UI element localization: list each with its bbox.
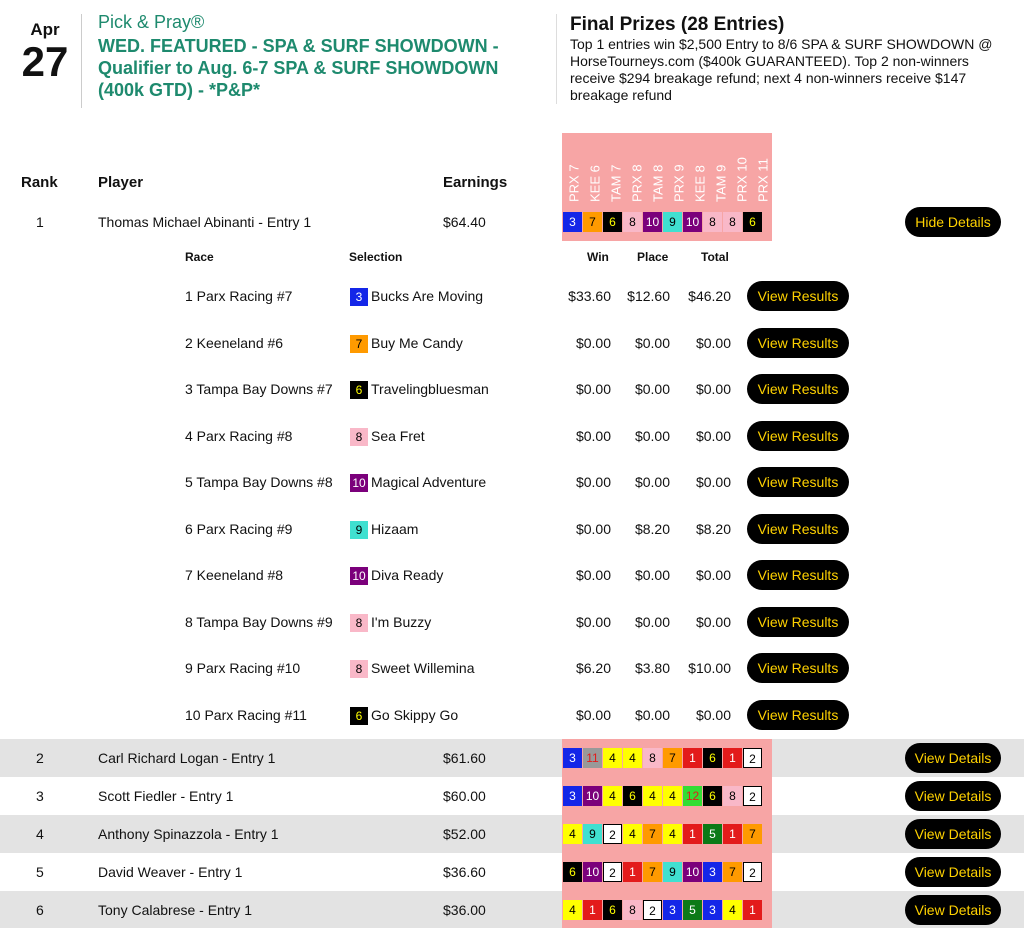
pick-badge: 7 bbox=[643, 862, 662, 882]
race-header bbox=[668, 146, 689, 202]
earnings-cell: $61.60 bbox=[443, 750, 486, 766]
earnings-cell: $60.00 bbox=[443, 788, 486, 804]
pick-badge: 3 bbox=[563, 748, 582, 768]
pick-badge: 5 bbox=[703, 824, 722, 844]
detail-row bbox=[0, 645, 1024, 691]
pick-badge: 10 bbox=[683, 862, 702, 882]
view-details-button[interactable]: View Details bbox=[905, 895, 1001, 925]
view-results-button[interactable]: View Results bbox=[747, 328, 849, 358]
pick-badge: 3 bbox=[663, 900, 682, 920]
view-results-button[interactable]: View Results bbox=[747, 374, 849, 404]
view-details-button[interactable]: View Details bbox=[905, 743, 1001, 773]
leaderboard-row bbox=[0, 815, 1024, 853]
detail-place: $0.00 bbox=[634, 706, 670, 723]
pick-badge: 10 bbox=[683, 212, 702, 232]
pick-badge: 10 bbox=[643, 212, 662, 232]
view-results-button[interactable]: View Results bbox=[747, 607, 849, 637]
rank-cell: 6 bbox=[36, 902, 44, 918]
pick-badge: 8 bbox=[643, 748, 662, 768]
pick-badge: 1 bbox=[723, 748, 742, 768]
detail-place: $3.80 bbox=[634, 660, 670, 676]
race-header-label: PRX 8 bbox=[629, 164, 644, 202]
detail-race: 7 Keeneland #8 bbox=[185, 567, 284, 583]
detail-win: $33.60 bbox=[568, 288, 611, 304]
view-details-button[interactable]: View Details bbox=[905, 819, 1001, 849]
rank-cell: 3 bbox=[36, 788, 44, 804]
detail-total: $46.20 bbox=[688, 288, 731, 304]
selection-number-badge: 8 bbox=[350, 614, 368, 632]
pick-badge: 4 bbox=[603, 748, 622, 768]
detail-total: $0.00 bbox=[695, 427, 731, 444]
pick-badge: 7 bbox=[663, 748, 682, 768]
picks-strip bbox=[563, 824, 762, 844]
pick-badge: 4 bbox=[623, 748, 642, 768]
detail-total: $0.00 bbox=[695, 706, 731, 723]
detail-horse: Sea Fret bbox=[371, 427, 425, 444]
contest-month: Apr bbox=[30, 20, 60, 39]
pick-badge: 8 bbox=[623, 900, 642, 920]
pick-badge: 8 bbox=[723, 212, 742, 232]
pick-badge: 2 bbox=[743, 862, 762, 882]
pick-badge: 2 bbox=[603, 862, 622, 882]
pick-badge: 8 bbox=[723, 786, 742, 806]
earnings-cell: $52.00 bbox=[443, 826, 486, 842]
pick-badge: 4 bbox=[663, 786, 682, 806]
detail-horse: Sweet Willemina bbox=[371, 660, 475, 676]
view-details-button[interactable]: View Details bbox=[905, 857, 1001, 887]
view-results-button[interactable]: View Results bbox=[747, 560, 849, 590]
view-results-button[interactable]: View Results bbox=[747, 467, 849, 497]
race-headers bbox=[563, 146, 773, 202]
detail-total: $0.00 bbox=[695, 613, 731, 630]
pick-badge: 6 bbox=[563, 862, 582, 882]
detail-win: $0.00 bbox=[575, 474, 611, 490]
detail-win: $6.20 bbox=[575, 660, 611, 676]
contest-date bbox=[18, 20, 72, 84]
rank-cell: 4 bbox=[36, 826, 44, 842]
detail-race-header: Race bbox=[185, 250, 214, 264]
detail-race: 10 Parx Racing #11 bbox=[185, 706, 307, 723]
pick-badge: 9 bbox=[583, 824, 602, 844]
pick-badge: 1 bbox=[723, 824, 742, 844]
picks-strip bbox=[563, 748, 762, 768]
player-cell: David Weaver - Entry 1 bbox=[98, 864, 243, 880]
race-header bbox=[626, 146, 647, 202]
pick-badge: 4 bbox=[643, 786, 662, 806]
race-header-label: TAM 9 bbox=[713, 164, 728, 202]
detail-race: 3 Tampa Bay Downs #7 bbox=[185, 381, 333, 397]
detail-win: $0.00 bbox=[575, 706, 611, 723]
detail-race: 4 Parx Racing #8 bbox=[185, 427, 293, 444]
detail-race: 2 Keeneland #6 bbox=[185, 334, 284, 351]
prizes-text: Top 1 entries win $2,500 Entry to 8/6 SPA & SURF SHOWDOWN @ HorseTourneys.com ($400k GUARANTEED). Top 2 non-winners receive $294 breakage refund; next 4 non-winners receive $147 breakage refund bbox=[570, 36, 993, 103]
race-header-label: TAM 7 bbox=[608, 164, 623, 202]
race-header bbox=[752, 146, 773, 202]
detail-place: $8.20 bbox=[634, 520, 670, 537]
prizes-panel bbox=[570, 14, 1010, 104]
detail-place: $0.00 bbox=[634, 427, 670, 444]
detail-horse: Bucks Are Moving bbox=[371, 288, 484, 304]
race-header-label: PRX 10 bbox=[734, 157, 749, 202]
view-results-button[interactable]: View Results bbox=[747, 653, 849, 683]
detail-win-header: Win bbox=[587, 250, 609, 264]
race-header bbox=[563, 146, 584, 202]
detail-race: 1 Parx Racing #7 bbox=[185, 288, 293, 304]
detail-race: 9 Parx Racing #10 bbox=[185, 660, 301, 676]
race-header-label: TAM 8 bbox=[650, 164, 665, 202]
pick-badge: 10 bbox=[583, 786, 602, 806]
earnings-cell: $36.60 bbox=[443, 864, 486, 880]
player-header: Player bbox=[98, 174, 144, 191]
pick-badge: 2 bbox=[743, 786, 762, 806]
detail-win: $0.00 bbox=[575, 334, 611, 351]
detail-row bbox=[0, 692, 1024, 738]
header-divider-2 bbox=[556, 14, 557, 104]
contest-brand: Pick & Pray® bbox=[98, 12, 205, 32]
race-header-label: PRX 11 bbox=[755, 158, 770, 202]
detail-horse: I'm Buzzy bbox=[371, 613, 432, 630]
race-header bbox=[605, 146, 626, 202]
leaderboard-row-expanded bbox=[0, 203, 1024, 241]
pick-badge: 9 bbox=[663, 212, 682, 232]
race-header-label: KEE 8 bbox=[692, 165, 707, 202]
detail-row bbox=[0, 413, 1024, 459]
leaderboard-row bbox=[0, 891, 1024, 928]
detail-place: $0.00 bbox=[634, 567, 670, 583]
pick-badge: 8 bbox=[623, 212, 642, 232]
pick-badge: 2 bbox=[603, 824, 622, 844]
player-cell: Scott Fiedler - Entry 1 bbox=[98, 788, 234, 804]
pick-badge: 3 bbox=[703, 900, 722, 920]
detail-total: $0.00 bbox=[695, 334, 731, 351]
detail-place: $0.00 bbox=[634, 613, 670, 630]
race-header bbox=[710, 146, 731, 202]
detail-row bbox=[0, 273, 1024, 319]
pick-badge: 4 bbox=[663, 824, 682, 844]
picks-strip bbox=[563, 786, 762, 806]
pick-badge: 7 bbox=[583, 212, 602, 232]
pick-badge: 6 bbox=[603, 900, 622, 920]
rank-cell: 1 bbox=[36, 214, 44, 230]
detail-horse: Hizaam bbox=[371, 520, 419, 537]
picks-strip bbox=[563, 900, 762, 920]
pick-badge: 12 bbox=[683, 786, 702, 806]
detail-place: $12.60 bbox=[627, 288, 670, 304]
pick-badge: 2 bbox=[743, 748, 762, 768]
detail-horse: Go Skippy Go bbox=[371, 706, 459, 723]
detail-place: $0.00 bbox=[634, 474, 670, 490]
race-header-label: PRX 9 bbox=[671, 164, 686, 202]
detail-race: 5 Tampa Bay Downs #8 bbox=[185, 474, 333, 490]
detail-total: $10.00 bbox=[688, 660, 731, 676]
detail-win: $0.00 bbox=[575, 520, 611, 537]
detail-place: $0.00 bbox=[634, 334, 670, 351]
detail-selection-header: Selection bbox=[349, 250, 403, 264]
pick-badge: 4 bbox=[603, 786, 622, 806]
detail-place-header: Place bbox=[637, 250, 669, 264]
selection-number-badge: 10 bbox=[350, 474, 368, 492]
detail-race: 6 Parx Racing #9 bbox=[185, 520, 293, 537]
pick-badge: 7 bbox=[723, 862, 742, 882]
detail-horse: Buy Me Candy bbox=[371, 334, 463, 351]
detail-row bbox=[0, 320, 1024, 366]
selection-number-badge: 3 bbox=[350, 288, 368, 306]
detail-win: $0.00 bbox=[575, 613, 611, 630]
detail-place: $0.00 bbox=[634, 381, 670, 397]
detail-row bbox=[0, 599, 1024, 645]
detail-win: $0.00 bbox=[575, 567, 611, 583]
detail-row bbox=[0, 552, 1024, 598]
detail-horse: Diva Ready bbox=[371, 567, 444, 583]
player-cell: Thomas Michael Abinanti - Entry 1 bbox=[98, 214, 312, 230]
view-results-button[interactable]: View Results bbox=[747, 421, 849, 451]
detail-total: $0.00 bbox=[695, 381, 731, 397]
rank-cell: 5 bbox=[36, 864, 44, 880]
race-header bbox=[689, 146, 710, 202]
earnings-cell: $36.00 bbox=[443, 902, 486, 918]
earnings-cell: $64.40 bbox=[443, 214, 486, 230]
selection-number-badge: 8 bbox=[350, 428, 368, 446]
detail-total: $0.00 bbox=[695, 567, 731, 583]
detail-horse: Travelingbluesman bbox=[371, 381, 489, 397]
pick-badge: 1 bbox=[623, 862, 642, 882]
detail-win: $0.00 bbox=[575, 381, 611, 397]
selection-number-badge: 6 bbox=[350, 381, 368, 399]
race-header bbox=[584, 146, 605, 202]
selection-number-badge: 7 bbox=[350, 335, 368, 353]
race-header bbox=[731, 146, 752, 202]
selection-number-badge: 9 bbox=[350, 521, 368, 539]
pick-badge: 9 bbox=[663, 862, 682, 882]
hide-details-button[interactable]: Hide Details bbox=[905, 207, 1001, 237]
contest-day: 27 bbox=[21, 38, 69, 85]
leaderboard-row bbox=[0, 853, 1024, 891]
pick-badge: 3 bbox=[703, 862, 722, 882]
pick-badge: 8 bbox=[703, 212, 722, 232]
contest-title bbox=[98, 12, 538, 101]
view-results-button[interactable]: View Results bbox=[747, 281, 849, 311]
detail-row bbox=[0, 459, 1024, 505]
pick-badge: 1 bbox=[683, 748, 702, 768]
earnings-header: Earnings bbox=[443, 174, 508, 191]
pick-badge: 6 bbox=[703, 748, 722, 768]
picks-strip bbox=[563, 862, 762, 882]
detail-total: $0.00 bbox=[695, 474, 731, 490]
detail-race: 8 Tampa Bay Downs #9 bbox=[185, 613, 333, 630]
selection-number-badge: 8 bbox=[350, 660, 368, 678]
detail-row bbox=[0, 366, 1024, 412]
pick-badge: 11 bbox=[583, 748, 602, 768]
detail-total: $8.20 bbox=[695, 520, 731, 537]
selection-number-badge: 6 bbox=[350, 707, 368, 725]
race-header bbox=[647, 146, 668, 202]
pick-badge: 4 bbox=[563, 900, 582, 920]
pick-badge: 4 bbox=[723, 900, 742, 920]
rank-cell: 2 bbox=[36, 750, 44, 766]
race-header-label: KEE 6 bbox=[587, 165, 602, 202]
pick-badge: 10 bbox=[583, 862, 602, 882]
detail-total-header: Total bbox=[701, 250, 729, 264]
pick-badge: 6 bbox=[743, 212, 762, 232]
pick-badge: 3 bbox=[563, 212, 582, 232]
player-cell: Tony Calabrese - Entry 1 bbox=[98, 902, 253, 918]
picks-strip bbox=[563, 212, 762, 232]
pick-badge: 2 bbox=[643, 900, 662, 920]
pick-badge: 3 bbox=[563, 786, 582, 806]
pick-badge: 4 bbox=[623, 824, 642, 844]
pick-badge: 1 bbox=[683, 824, 702, 844]
selection-number-badge: 10 bbox=[350, 567, 368, 585]
player-cell: Carl Richard Logan - Entry 1 bbox=[98, 750, 276, 766]
leaderboard-row bbox=[0, 777, 1024, 815]
pick-badge: 5 bbox=[683, 900, 702, 920]
prizes-title: Final Prizes (28 Entries) bbox=[570, 14, 785, 35]
pick-badge: 7 bbox=[743, 824, 762, 844]
pick-badge: 1 bbox=[583, 900, 602, 920]
race-header-label: PRX 7 bbox=[566, 164, 581, 202]
view-details-button[interactable]: View Details bbox=[905, 781, 1001, 811]
pick-badge: 6 bbox=[603, 212, 622, 232]
pick-badge: 6 bbox=[703, 786, 722, 806]
contest-name: WED. FEATURED - SPA & SURF SHOWDOWN - Qualifier to Aug. 6-7 SPA & SURF SHOWDOWN (400k GTD) - *P&P* bbox=[98, 36, 499, 100]
detail-row bbox=[0, 506, 1024, 552]
header-divider bbox=[81, 14, 82, 108]
rank-header: Rank bbox=[21, 174, 58, 191]
detail-win: $0.00 bbox=[575, 427, 611, 444]
detail-horse: Magical Adventure bbox=[371, 474, 487, 490]
view-results-button[interactable]: View Results bbox=[747, 514, 849, 544]
view-results-button[interactable]: View Results bbox=[747, 700, 849, 730]
pick-badge: 4 bbox=[563, 824, 582, 844]
pick-badge: 6 bbox=[623, 786, 642, 806]
player-cell: Anthony Spinazzola - Entry 1 bbox=[98, 826, 279, 842]
pick-badge: 7 bbox=[643, 824, 662, 844]
leaderboard-row bbox=[0, 739, 1024, 777]
pick-badge: 1 bbox=[743, 900, 762, 920]
